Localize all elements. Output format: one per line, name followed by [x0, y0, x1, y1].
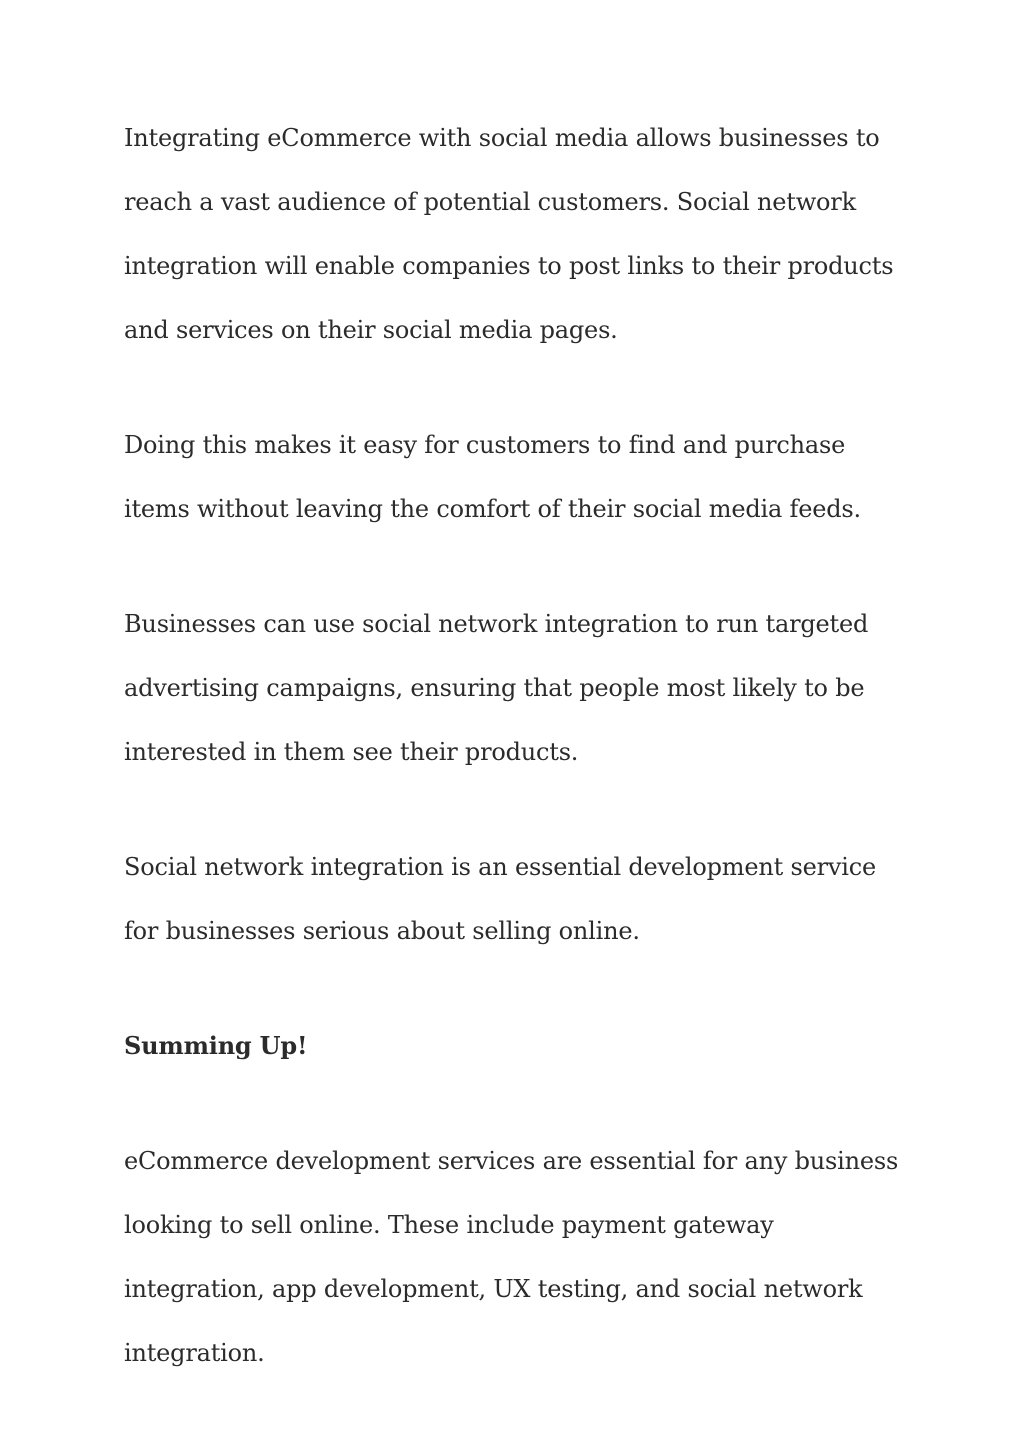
document-body [124, 106, 914, 1436]
paragraph-social-media-integration: Integrating eCommerce with social media allows businesses to reach a vast audience of potential customers. Social network integration will enable companies to post links to their products and services on their social media pages. [124, 124, 894, 344]
paragraph-essential-service: Social network integration is an essential development service for businesses serious about selling online. [124, 853, 876, 945]
paragraph-targeted-advertising: Businesses can use social network integration to run targeted advertising campaigns, ensuring that people most likely to be interested in them see their products. [124, 610, 869, 766]
paragraph-summary: eCommerce development services are essential for any business looking to sell online. These include payment gateway integration, app development, UX testing, and social network integration. [124, 1147, 899, 1367]
paragraph-customer-purchase: Doing this makes it easy for customers to find and purchase items without leaving the comfort of their social media feeds. [124, 431, 861, 523]
section-heading-summing-up: Summing Up! [124, 1031, 308, 1060]
